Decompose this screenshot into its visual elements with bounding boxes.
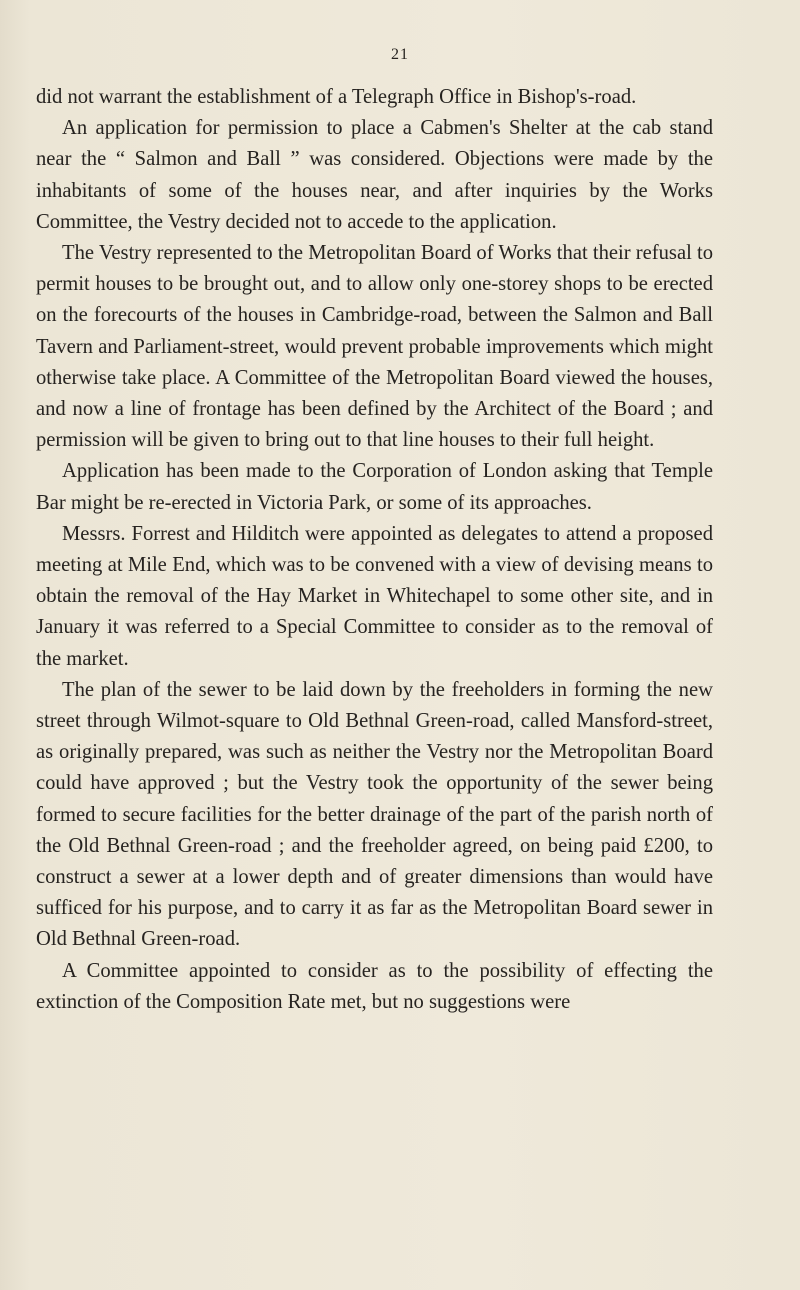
paragraph-composition-rate: A Committee appointed to consider as to the possibility of effecting the extinction of the Composition Rate met, but no suggestions were bbox=[36, 959, 713, 1013]
paragraph-temple-bar: Application has been made to the Corporation of London asking that Temple Bar might be re-erected in Victoria Park, or some of its approaches. bbox=[36, 460, 713, 514]
page-number: 21 bbox=[391, 46, 409, 63]
paragraph-mansford-street-sewer: The plan of the sewer to be laid down by the freeholders in forming the new street through Wilmot-square to Old Bethnal Green-road, called Mansford-street, as originally prepared, was such as neither the Vestry nor the Metropolitan Board could have approved ; but the Vestry took the opportunity of the sewer being formed to secure facilities for the better drainage of the part of the parish north of the Old Bethnal Green-road ; and the freeholder agreed, on being paid £200, to construct a sewer at a lower depth and of greater dimensions than would have sufficed for his purpose, and to carry it as far as the Metropolitan Board sewer in Old Bethnal Green-road. bbox=[36, 678, 713, 951]
paragraph-cabmens-shelter: An application for permission to place a Cabmen's Shelter at the cab stand near the “ Salmon and Ball ” was considered. Objections were made by the inhabitants of some of the houses near, and after inquiries by the Works Committee, the Vestry decided not to accede to the application. bbox=[36, 117, 713, 233]
paragraph-telegraph-office: did not warrant the establishment of a Telegraph Office in Bishop's-road. bbox=[36, 86, 637, 108]
paragraph-hay-market: Messrs. Forrest and Hilditch were appointed as delegates to attend a proposed meeting at Mile End, which was to be convened with a view of devising means to obtain the removal of the Hay Market in Whitechapel to some other site, and in January it was referred to a Special Committee to consider as to the removal of the market. bbox=[36, 522, 713, 670]
body-text bbox=[36, 82, 713, 1018]
paragraph-cambridge-road-frontage: The Vestry represented to the Metropolitan Board of Works that their refusal to permit houses to be brought out, and to allow only one-storey shops to be erected on the forecourts of the houses in Cambridge-road, between the Salmon and Ball Tavern and Parliament-street, would prevent probable improvements which might otherwise take place. A Committee of the Metropolitan Board viewed the houses, and now a line of frontage has been defined by the Architect of the Board ; and permission will be given to bring out to that line houses to their full height. bbox=[36, 242, 713, 452]
